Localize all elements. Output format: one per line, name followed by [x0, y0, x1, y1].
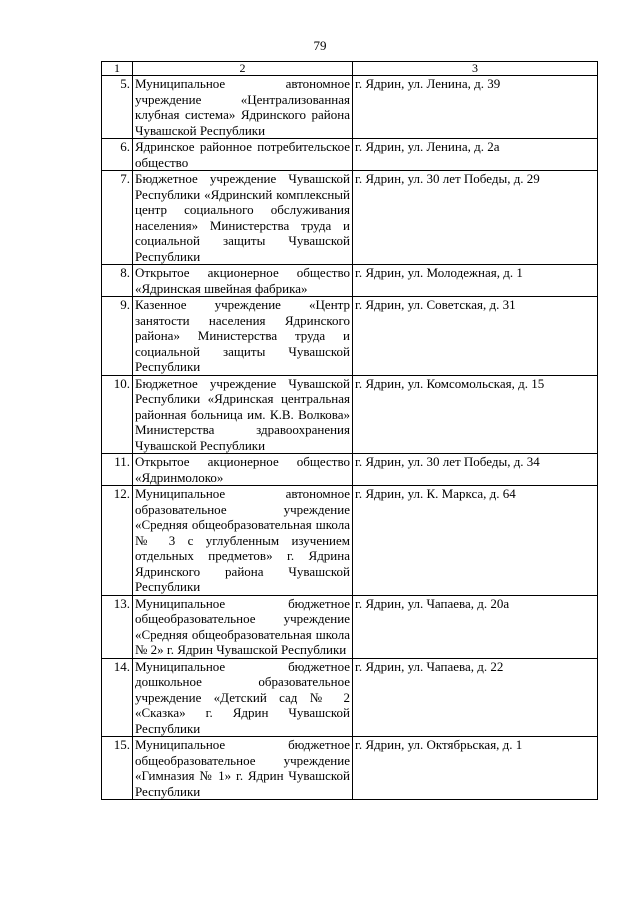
organization-address: г. Ядрин, ул. Чапаева, д. 20а: [353, 595, 598, 658]
organization-name: Бюджетное учреждение Чувашской Республики «Ядринская центральная районная больница им. К.В. Волкова» Министерства здравоохранения Чувашской Республики: [133, 375, 353, 454]
organizations-table: [101, 61, 598, 800]
row-number: 8.: [102, 265, 133, 297]
column-header-number: 1: [102, 62, 133, 76]
organization-name: Муниципальное автономное образовательное учреждение «Средняя общеобразовательная школа № 3 с углубленным изучением отдельных предметов» г. Ядрина Ядринского района Чувашской Республики: [133, 486, 353, 596]
row-number: 10.: [102, 375, 133, 454]
row-number: 7.: [102, 171, 133, 265]
organization-address: г. Ядрин, ул. Молодежная, д. 1: [353, 265, 598, 297]
row-number: 12.: [102, 486, 133, 596]
organization-address: г. Ядрин, ул. Чапаева, д. 22: [353, 658, 598, 737]
organization-address: г. Ядрин, ул. Комсомольская, д. 15: [353, 375, 598, 454]
organization-name: Казенное учреждение «Центр занятости населения Ядринского района» Министерства труда и социальной защиты Чувашской Республики: [133, 297, 353, 376]
column-header-address: 3: [353, 62, 598, 76]
table-row: [102, 595, 598, 658]
table-row: [102, 76, 598, 139]
table-row: [102, 171, 598, 265]
organization-address: г. Ядрин, ул. К. Маркса, д. 64: [353, 486, 598, 596]
table-row: [102, 737, 598, 800]
table-row: [102, 375, 598, 454]
row-number: 9.: [102, 297, 133, 376]
table-header-row: [102, 62, 598, 76]
page-number: 79: [313, 38, 327, 53]
row-number: 14.: [102, 658, 133, 737]
organization-name: Открытое акционерное общество «Ядринмолоко»: [133, 454, 353, 486]
organization-name: Муниципальное автономное учреждение «Централизованная клубная система» Ядринского района Чувашской Республики: [133, 76, 353, 139]
organization-name: Муниципальное бюджетное дошкольное образовательное учреждение «Детский сад № 2 «Сказка» г. Ядрин Чувашской Республики: [133, 658, 353, 737]
organization-address: г. Ядрин, ул. Ленина, д. 2а: [353, 139, 598, 171]
table-row: [102, 454, 598, 486]
organization-address: г. Ядрин, ул. 30 лет Победы, д. 29: [353, 171, 598, 265]
table-row: [102, 297, 598, 376]
row-number: 15.: [102, 737, 133, 800]
table-row: [102, 265, 598, 297]
organization-name: Муниципальное бюджетное общеобразовательное учреждение «Средняя общеобразовательная школа № 2» г. Ядрин Чувашской Республики: [133, 595, 353, 658]
organization-name: Муниципальное бюджетное общеобразовательное учреждение «Гимназия № 1» г. Ядрин Чувашской Республики: [133, 737, 353, 800]
organization-address: г. Ядрин, ул. Советская, д. 31: [353, 297, 598, 376]
row-number: 5.: [102, 76, 133, 139]
organization-name: Открытое акционерное общество «Ядринская швейная фабрика»: [133, 265, 353, 297]
column-header-name: 2: [133, 62, 353, 76]
row-number: 13.: [102, 595, 133, 658]
organization-name: Бюджетное учреждение Чувашской Республики «Ядринский комплексный центр социального обслуживания населения» Министерства труда и социальной защиты Чувашской Республики: [133, 171, 353, 265]
table-row: [102, 139, 598, 171]
row-number: 11.: [102, 454, 133, 486]
table-row: [102, 486, 598, 596]
organization-address: г. Ядрин, ул. Октябрьская, д. 1: [353, 737, 598, 800]
organization-address: г. Ядрин, ул. 30 лет Победы, д. 34: [353, 454, 598, 486]
organization-address: г. Ядрин, ул. Ленина, д. 39: [353, 76, 598, 139]
table-row: [102, 658, 598, 737]
row-number: 6.: [102, 139, 133, 171]
organization-name: Ядринское районное потребительское общество: [133, 139, 353, 171]
